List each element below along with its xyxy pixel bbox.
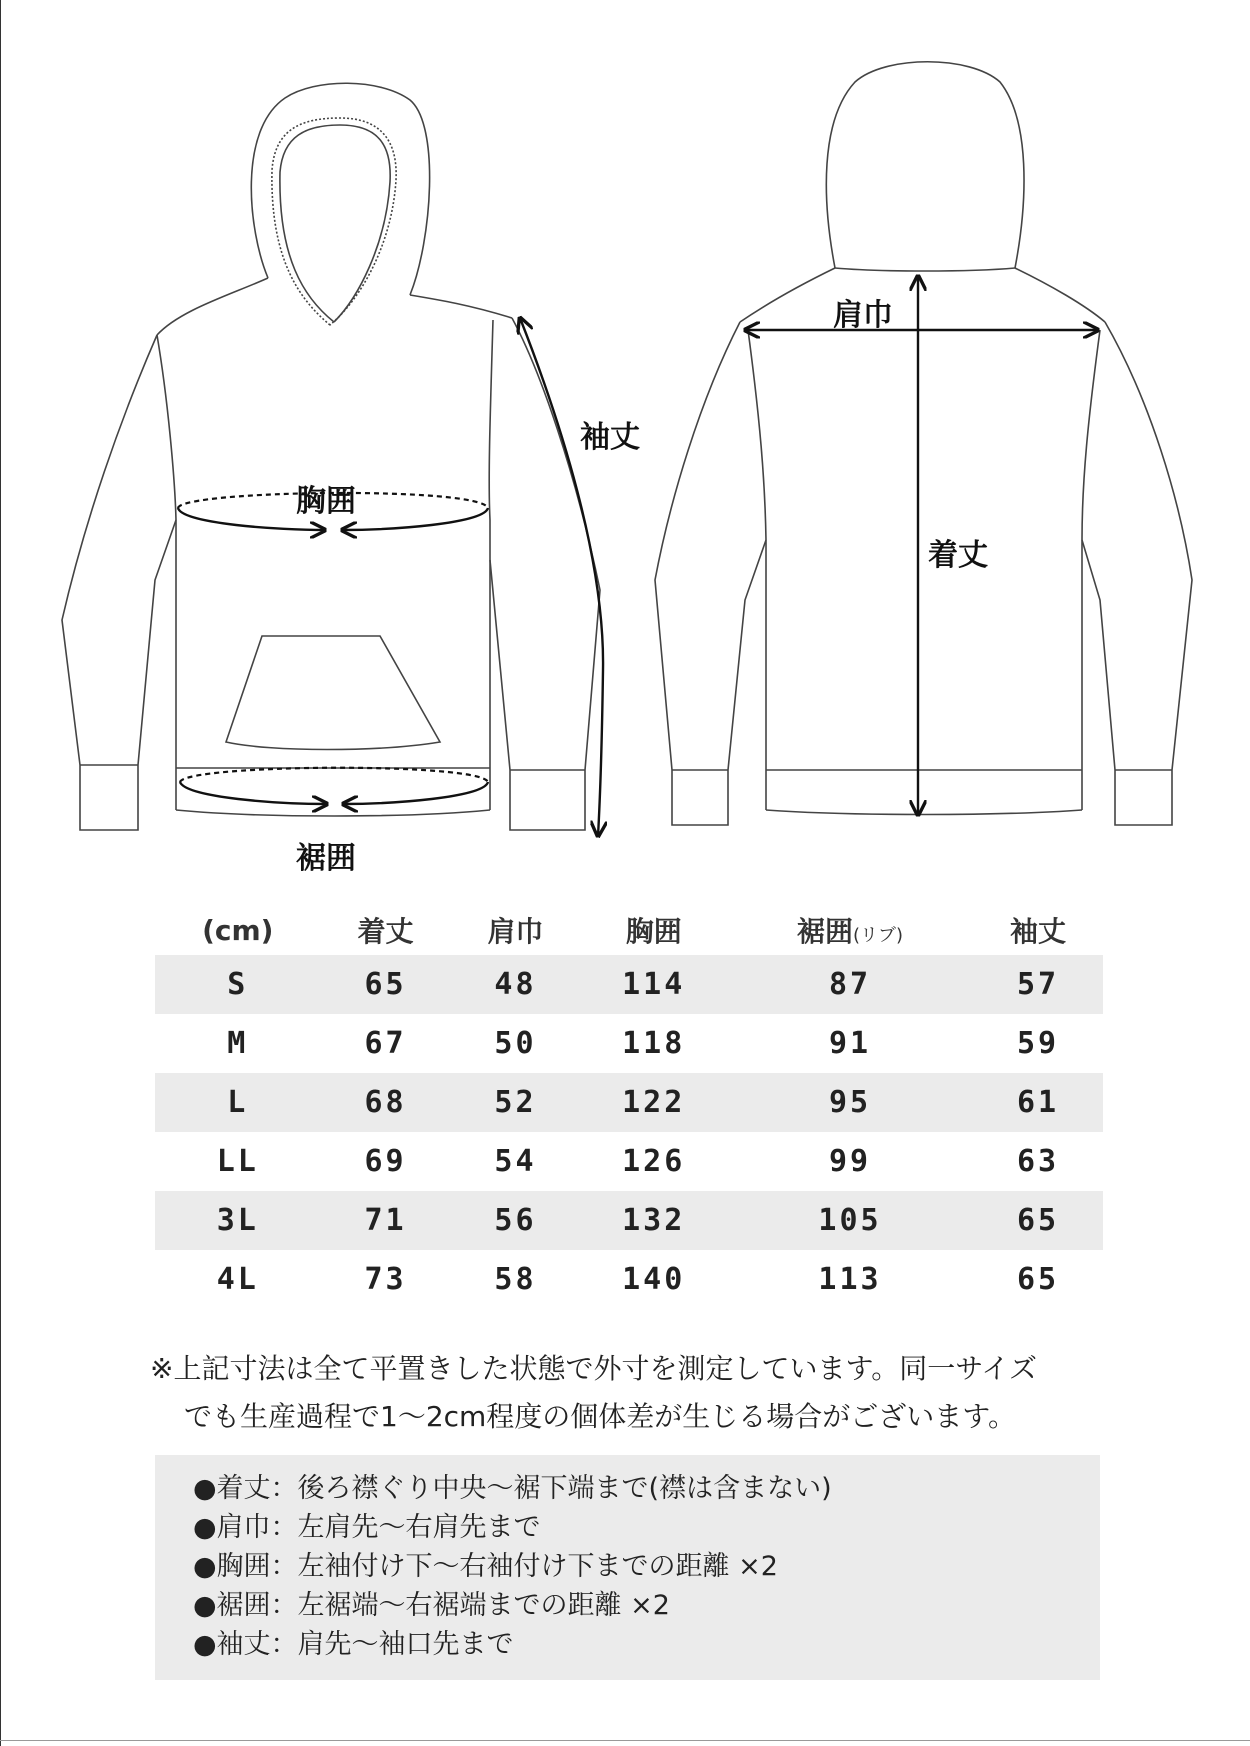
table-row xyxy=(155,1014,1103,1073)
size-table xyxy=(155,905,1103,1309)
unit-header: (cm) xyxy=(202,913,274,947)
table-header-row xyxy=(155,905,1103,955)
back-hoodie-outline xyxy=(655,62,1192,825)
hem-header xyxy=(727,905,973,955)
measurement-note xyxy=(150,1345,1110,1441)
length-header: 着丈 xyxy=(357,915,414,948)
size-cell: LL xyxy=(216,1144,259,1179)
value-cell: 87 xyxy=(727,955,973,1014)
value-cell: 65 xyxy=(973,1191,1103,1250)
size-cell: 3L xyxy=(155,1191,321,1250)
table-row xyxy=(155,1250,1103,1309)
definition-shoulder: ●肩巾：左肩先～右肩先まで xyxy=(193,1512,541,1543)
definition-chest: ●胸囲：左袖付け下～右袖付け下までの距離 ×2 xyxy=(193,1551,778,1582)
table-row xyxy=(155,1073,1103,1132)
value-cell: 118 xyxy=(622,1026,686,1061)
shoulder-label: 肩巾 xyxy=(833,298,893,333)
note-line-2: でも生産過程で1～2cm程度の個体差が生じる場合がございます。 xyxy=(184,1400,1017,1433)
value-cell: 52 xyxy=(451,1073,581,1132)
front-hoodie-outline xyxy=(62,83,600,830)
value-cell: 132 xyxy=(580,1191,727,1250)
hem-header-note: (リブ) xyxy=(853,925,904,946)
value-cell: 69 xyxy=(364,1144,407,1179)
value-cell: 126 xyxy=(622,1144,686,1179)
value-cell: 122 xyxy=(580,1073,727,1132)
table-row xyxy=(155,1191,1103,1250)
value-cell: 99 xyxy=(828,1144,872,1179)
value-cell: 59 xyxy=(1016,1026,1060,1061)
value-cell: 113 xyxy=(818,1262,882,1297)
value-cell: 68 xyxy=(321,1073,451,1132)
sleeve-label: 袖丈 xyxy=(580,420,640,455)
value-cell: 114 xyxy=(580,955,727,1014)
definition-length: ●着丈：後ろ襟ぐり中央～裾下端まで(襟は含まない) xyxy=(193,1473,832,1504)
value-cell: 71 xyxy=(321,1191,451,1250)
value-cell: 54 xyxy=(494,1144,537,1179)
sleeve-header: 袖丈 xyxy=(1010,915,1067,948)
value-cell: 95 xyxy=(727,1073,973,1132)
value-cell: 65 xyxy=(321,955,451,1014)
value-cell: 50 xyxy=(494,1026,537,1061)
value-cell: 48 xyxy=(451,955,581,1014)
value-cell: 63 xyxy=(1016,1144,1060,1179)
hem-label: 裾囲 xyxy=(296,841,356,876)
value-cell: 105 xyxy=(727,1191,973,1250)
table-row xyxy=(155,1132,1103,1191)
size-cell: L xyxy=(155,1073,321,1132)
length-label: 着丈 xyxy=(928,538,988,573)
shoulder-header: 肩巾 xyxy=(487,915,544,948)
frame-bottom-border xyxy=(0,1740,1250,1741)
note-line-1: ※上記寸法は全て平置きした状態で外寸を測定しています。同一サイズ xyxy=(150,1352,1037,1385)
value-cell: 58 xyxy=(494,1262,537,1297)
size-cell: 4L xyxy=(216,1262,259,1297)
definition-hem: ●裾囲：左裾端～右裾端までの距離 ×2 xyxy=(193,1590,670,1621)
value-cell: 56 xyxy=(451,1191,581,1250)
definitions-box xyxy=(155,1455,1100,1680)
value-cell: 57 xyxy=(973,955,1103,1014)
value-cell: 67 xyxy=(364,1026,407,1061)
size-cell: M xyxy=(227,1026,249,1061)
table-row xyxy=(155,955,1103,1014)
definition-sleeve: ●袖丈：肩先～袖口先まで xyxy=(193,1629,514,1660)
value-cell: 73 xyxy=(364,1262,407,1297)
value-cell: 61 xyxy=(973,1073,1103,1132)
chest-header: 胸囲 xyxy=(625,915,682,948)
chest-label: 胸囲 xyxy=(296,484,356,519)
value-cell: 91 xyxy=(828,1026,872,1061)
value-cell: 140 xyxy=(622,1262,686,1297)
hem-header-label: 裾囲 xyxy=(796,915,853,948)
value-cell: 65 xyxy=(1016,1262,1060,1297)
size-cell: S xyxy=(155,955,321,1014)
